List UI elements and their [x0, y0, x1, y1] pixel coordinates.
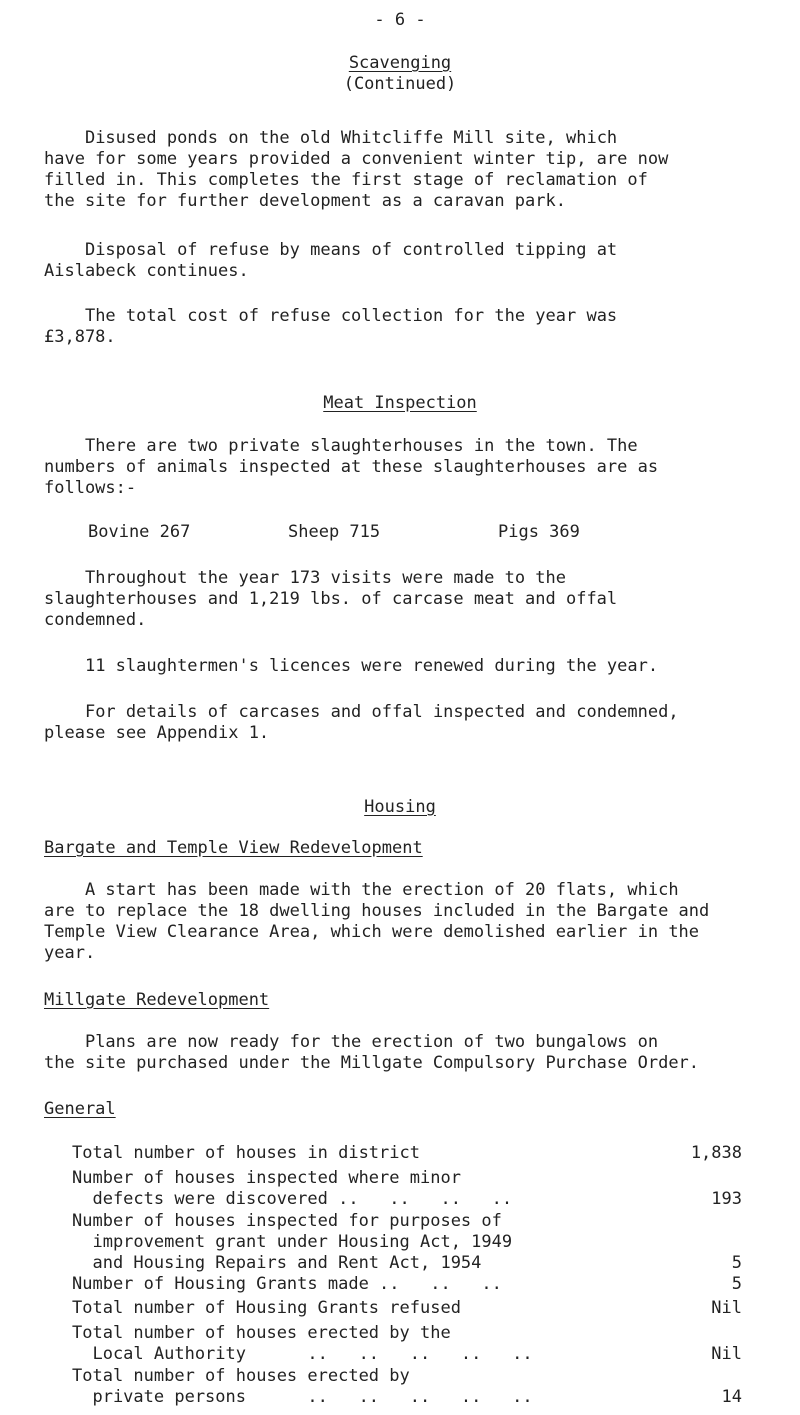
millgate-paragraph: Plans are now ready for the erection of two bungalows on the site purchased under the Millgate Compulsory Purchase Order. — [44, 1032, 700, 1073]
housing-stat-row — [72, 1366, 742, 1408]
meat-inspection-heading: Meat Inspection — [323, 393, 477, 413]
general-heading: General — [44, 1099, 116, 1119]
millgate-heading: Millgate Redevelopment — [44, 990, 270, 1010]
housing-stat-row — [72, 1211, 742, 1274]
housing-stat-label: Number of Housing Grants made .. .. .. — [72, 1273, 502, 1294]
bargate-heading: Bargate and Temple View Redevelopment — [44, 838, 423, 858]
meat-inspection-paragraph: For details of carcases and offal inspected and condemned, please see Appendix 1. — [44, 702, 679, 743]
scavenging-paragraph: Disposal of refuse by means of controlled tipping at Aislabeck continues. — [44, 240, 618, 281]
housing-stat-row — [72, 1298, 742, 1319]
housing-stat-value: 14 — [721, 1387, 742, 1408]
housing-stat-row — [72, 1143, 742, 1164]
meat-inspection-paragraph: Throughout the year 173 visits were made to the slaughterhouses and 1,219 lbs. of carcase meat and offal condemned. — [44, 568, 618, 630]
housing-stat-label: Number of houses inspected for purposes of improvement grant under Housing Act, 1949 and Housing Repairs and Rent Act, 1954 — [72, 1211, 513, 1274]
housing-stat-value: 1,838 — [690, 1143, 742, 1163]
scavenging-subheading: (Continued) — [343, 74, 457, 94]
housing-stat-label: Total number of houses in district — [72, 1143, 420, 1163]
housing-stat-value: Nil — [711, 1298, 742, 1319]
animal-count-pigs: Pigs 369 — [498, 522, 580, 542]
housing-stat-label: Total number of houses erected by the Local Authority .. .. .. .. .. — [72, 1322, 533, 1364]
scavenging-paragraph: Disused ponds on the old Whitcliffe Mill site, which have for some years provided a convenient winter tip, are now filled in. This completes the first stage of reclamation of the site for further development as a caravan park. — [44, 128, 669, 211]
housing-stat-label: Total number of Housing Grants refused — [72, 1298, 461, 1319]
housing-stat-value: 5 — [731, 1253, 742, 1274]
housing-stat-value: Nil — [711, 1343, 742, 1364]
meat-inspection-intro: There are two private slaughterhouses in the town. The numbers of animals inspected at these slaughterhouses are as follows:- — [44, 436, 659, 498]
animal-count-sheep: Sheep 715 — [288, 522, 381, 542]
housing-stat-row — [72, 1274, 742, 1295]
meat-inspection-paragraph: 11 slaughtermen's licences were renewed during the year. — [44, 656, 659, 676]
housing-heading: Housing — [364, 797, 436, 817]
housing-stat-row — [72, 1323, 742, 1365]
bargate-paragraph: A start has been made with the erection of 20 flats, which are to replace the 18 dwelling houses included in the Bargate and Temple View Clearance Area, which were demolished earlier in the year. — [44, 880, 710, 963]
scavenging-heading: Scavenging — [348, 53, 452, 73]
housing-stat-row — [72, 1168, 742, 1210]
housing-stat-value: 193 — [711, 1188, 742, 1209]
animal-count-bovine: Bovine 267 — [88, 522, 191, 542]
housing-stat-label: Total number of houses erected by private persons .. .. .. .. .. — [72, 1366, 533, 1408]
housing-stat-label: Number of houses inspected where minor defects were discovered .. .. .. .. — [72, 1167, 513, 1209]
scavenging-paragraph: The total cost of refuse collection for the year was £3,878. — [44, 306, 618, 347]
housing-stat-value: 5 — [731, 1273, 742, 1294]
page-number: - 6 - — [374, 10, 426, 30]
